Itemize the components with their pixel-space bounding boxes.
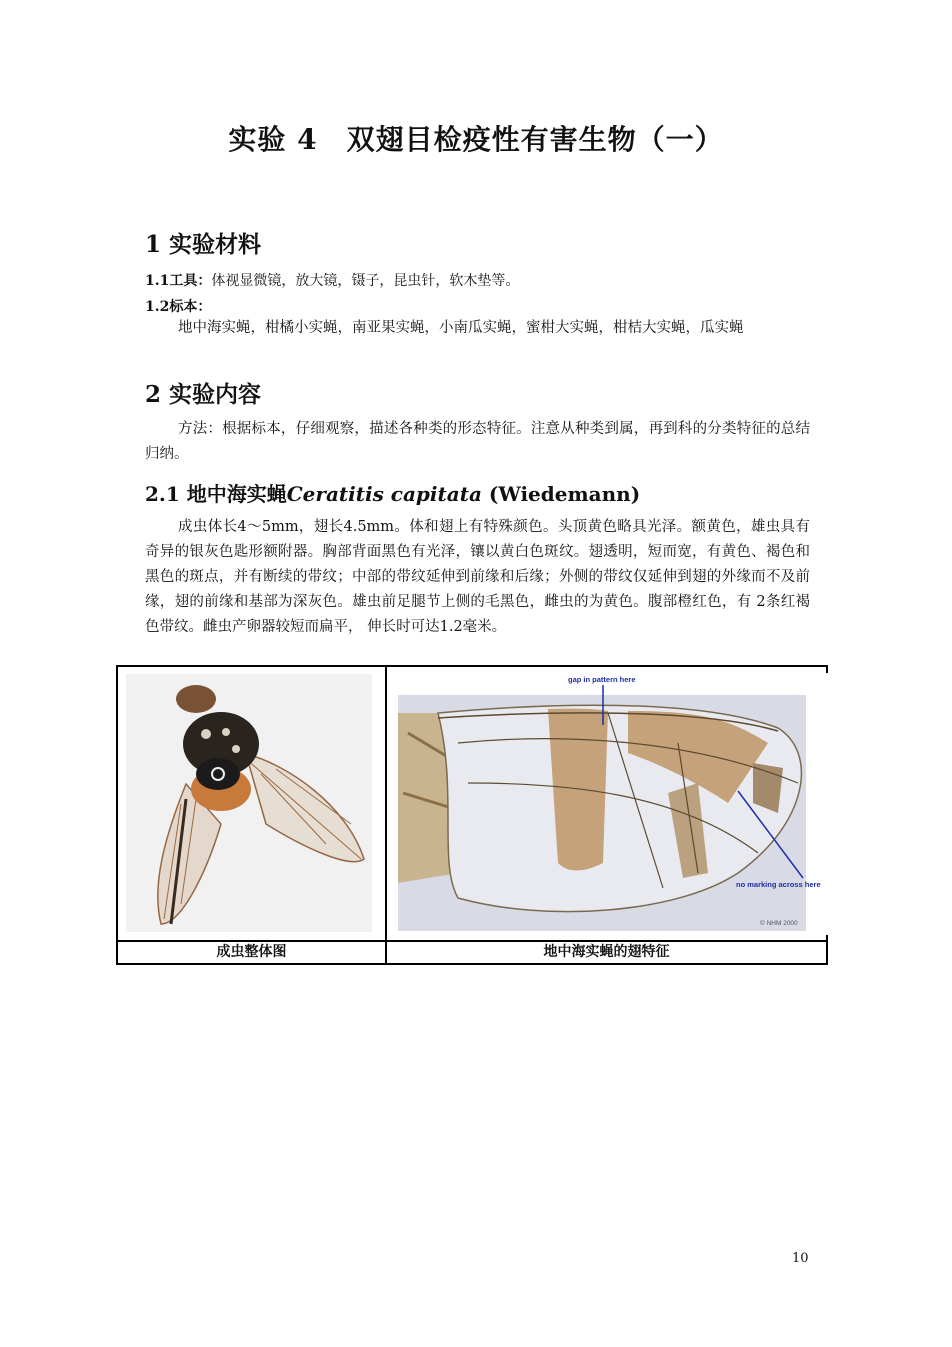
- page-title: 实验 4 双翅目检疫性有害生物（一）: [228, 123, 724, 156]
- caption-wing-feature: 地中海实蝇的翅特征: [543, 944, 670, 960]
- annotation-no-marking: no marking across here: [736, 880, 821, 889]
- section1-heading: 1 实验材料: [145, 231, 262, 258]
- tools-text: 体视显微镜，放大镜，镊子，昆虫针，软木垫等。: [211, 273, 520, 289]
- specimen-line: [145, 296, 211, 316]
- caption-adult-fly: 成虫整体图: [216, 944, 287, 960]
- specimen-label: 1.2标本：: [145, 299, 212, 315]
- copyright-mark: © NHM 2000: [760, 920, 798, 927]
- section21-heading-author: (Wiedemann): [481, 482, 641, 506]
- tools-line: [145, 270, 519, 290]
- method-text: 方法：根据标本，仔细观察，描述各种类的形态特征。注意从种类到属，再到科的分类特征的总结归纳。: [145, 421, 810, 462]
- page-number: 10: [792, 1251, 809, 1266]
- section2-heading: 2 实验内容: [145, 381, 262, 408]
- figure-table: [116, 665, 828, 965]
- annotation-gap: gap in pattern here: [568, 675, 636, 684]
- specimen-text: 地中海实蝇，柑橘小实蝇，南亚果实蝇，小南瓜实蝇，蜜柑大实蝇，柑桔大实蝇，瓜实蝇: [178, 320, 744, 336]
- section21-heading-latin: Ceratitis capitata: [286, 482, 482, 506]
- figure-divider-vertical: [385, 667, 387, 963]
- adult-fly-image: [126, 674, 372, 932]
- tools-label: 1.1工具：: [145, 273, 212, 289]
- section21-heading-cn: 2.1 地中海实蝇: [145, 482, 287, 506]
- wing-feature-image: [398, 673, 828, 935]
- section21-body: 成虫体长4～5mm，翅长4.5mm。体和翅上有特殊颜色。头顶黄色略具光泽。额黄色，雄虫具有奇异的银灰色匙形额附器。胸部背面黑色有光泽，镶以黄白色斑纹。翅透明，短而宽，有黄色、褐色和黑色的斑点，并有断续的带纹；中部的带纹延伸到前缘和后缘；外侧的带纹仅延伸到翅的外缘而不及前缘，翅的前缘和基部为深灰色。雄虫前足腿节上侧的毛黑色，雌虫的为黄色。腹部橙红色，有 2条红褐色带纹。雌虫产卵器较短而扁平， 伸长时可达1.2毫米。: [145, 519, 810, 635]
- section21-heading: [145, 478, 640, 507]
